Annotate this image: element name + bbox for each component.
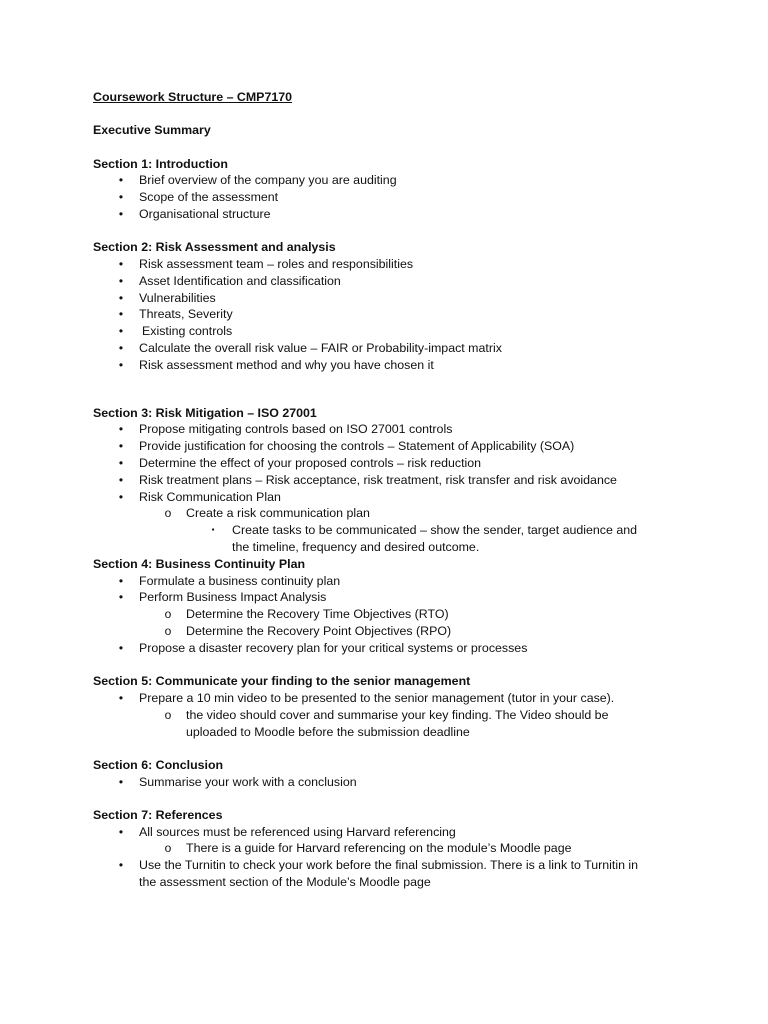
bullet-marker: • (118, 173, 124, 188)
circle-marker: o (164, 707, 172, 722)
list-item: • Determine the effect of your proposed controls – risk reduction (93, 455, 693, 472)
bullet-marker: • (118, 357, 124, 372)
bullet-marker: • (118, 324, 124, 339)
list-item: • Calculate the overall risk value – FAIR or Probability-impact matrix (93, 340, 693, 357)
list-item: • Scope of the assessment (93, 189, 693, 206)
circle-marker: o (164, 607, 172, 622)
list-item: • Risk treatment plans – Risk acceptance, risk treatment, risk transfer and risk avoidance (93, 472, 693, 489)
sub-sub-list-item: ▪ Create tasks to be communicated – show the sender, target audience and (93, 522, 693, 539)
bullet-marker: • (118, 489, 124, 504)
list-item: • Vulnerabilities (93, 290, 693, 307)
list-item: • Brief overview of the company you are auditing (93, 172, 693, 189)
list-item: • Organisational structure (93, 206, 693, 223)
bullet-marker: • (118, 456, 124, 471)
sub-list-item: o the video should cover and summarise your key finding. The Video should be (93, 707, 693, 724)
sub-list-item-continuation: uploaded to Moodle before the submission deadline (186, 724, 470, 739)
bullet-marker: • (118, 206, 124, 221)
section-3-heading: Section 3: Risk Mitigation – ISO 27001 (93, 405, 317, 420)
bullet-marker: • (118, 290, 124, 305)
bullet-marker: • (118, 273, 124, 288)
bullet-marker: • (118, 774, 124, 789)
bullet-marker: • (118, 257, 124, 272)
list-item: • Risk assessment method and why you have chosen it (93, 357, 693, 374)
executive-summary-heading: Executive Summary (93, 123, 211, 138)
bullet-marker: • (118, 590, 124, 605)
list-item: • Risk assessment team – roles and responsibilities (93, 256, 693, 273)
bullet-marker: • (118, 190, 124, 205)
sub-list-item: o Create a risk communication plan (93, 505, 693, 522)
list-item: • Propose a disaster recovery plan for your critical systems or processes (93, 640, 693, 657)
list-item: • Summarise your work with a conclusion (93, 774, 693, 791)
section-6-heading: Section 6: Conclusion (93, 757, 224, 772)
circle-marker: o (164, 624, 172, 639)
list-item: • Provide justification for choosing the controls – Statement of Applicability (SOA) (93, 438, 693, 455)
document-title: Coursework Structure – CMP7170 (93, 90, 293, 104)
bullet-marker: • (118, 341, 124, 356)
sub-list-item: o Determine the Recovery Point Objectives (RPO) (93, 623, 693, 640)
circle-marker: o (164, 841, 172, 856)
bullet-marker: • (118, 439, 124, 454)
list-item: • Asset Identification and classification (93, 273, 693, 290)
section-2-heading: Section 2: Risk Assessment and analysis (93, 240, 336, 255)
section-1-heading: Section 1: Introduction (93, 156, 228, 171)
list-item: • Risk Communication Plan (93, 489, 693, 506)
document-page (93, 89, 693, 891)
list-item: • All sources must be referenced using Harvard referencing (93, 824, 693, 841)
sub-list-item: o There is a guide for Harvard referencing on the module’s Moodle page (93, 840, 693, 857)
bullet-marker: • (118, 690, 124, 705)
square-marker: ▪ (211, 525, 215, 535)
bullet-marker: • (118, 422, 124, 437)
list-item: • Use the Turnitin to check your work before the final submission. There is a link to Turnitin in (93, 857, 693, 874)
section-7-heading: Section 7: References (93, 807, 223, 822)
bullet-marker: • (118, 858, 124, 873)
sub-list-item: o Determine the Recovery Time Objectives (RTO) (93, 606, 693, 623)
list-item-continuation: the assessment section of the Module’s Moodle page (139, 875, 431, 890)
circle-marker: o (164, 506, 172, 521)
bullet-marker: • (118, 640, 124, 655)
list-item: • Existing controls (93, 323, 693, 340)
list-item: • Perform Business Impact Analysis (93, 589, 693, 606)
section-5-heading: Section 5: Communicate your finding to the senior management (93, 674, 471, 689)
bullet-marker: • (118, 472, 124, 487)
list-item: • Threats, Severity (93, 306, 693, 323)
sub-sub-list-item-continuation: the timeline, frequency and desired outcome. (232, 540, 480, 555)
list-item: • Formulate a business continuity plan (93, 573, 693, 590)
list-item: • Prepare a 10 min video to be presented to the senior management (tutor in your case). (93, 690, 693, 707)
section-4-heading: Section 4: Business Continuity Plan (93, 556, 306, 571)
bullet-marker: • (118, 573, 124, 588)
bullet-marker: • (118, 824, 124, 839)
list-item: • Propose mitigating controls based on ISO 27001 controls (93, 421, 693, 438)
bullet-marker: • (118, 307, 124, 322)
